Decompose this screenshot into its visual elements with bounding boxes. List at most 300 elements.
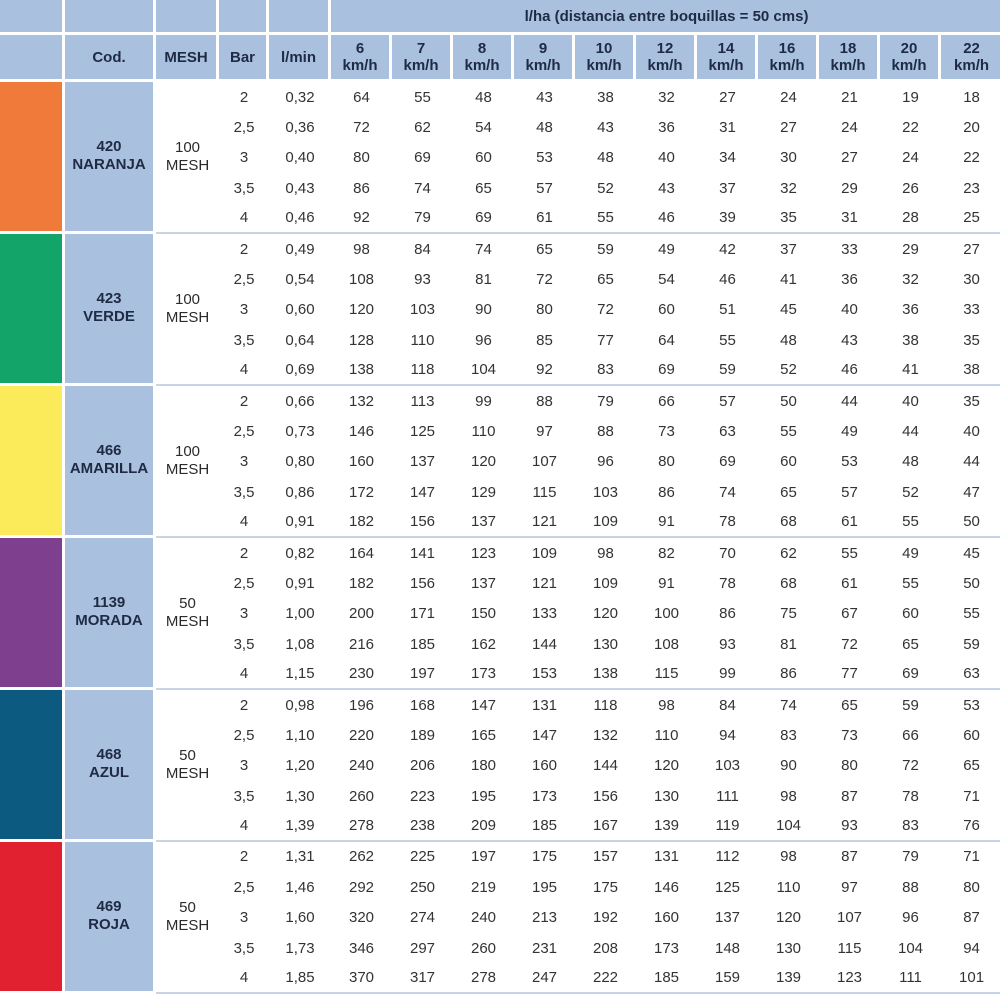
rate-lha-cell: 139 bbox=[636, 811, 697, 841]
header-speed-unit: km/h bbox=[586, 57, 622, 74]
rate-lha-cell: 55 bbox=[963, 605, 980, 623]
header-speed bbox=[758, 35, 819, 82]
rate-lha-cell: 75 bbox=[780, 605, 797, 623]
rate-lha-cell: 274 bbox=[409, 909, 436, 927]
rate-lha-cell: 80 bbox=[353, 149, 370, 167]
rate-lha-cell: 40 bbox=[658, 149, 675, 167]
flow-lmin-cell: 0,36 bbox=[285, 119, 315, 137]
rate-lha-cell: 132 bbox=[592, 726, 619, 744]
rate-lha-cell: 103 bbox=[714, 757, 741, 775]
rate-lha-cell: 185 bbox=[409, 635, 436, 653]
rate-lha-cell: 109 bbox=[592, 574, 619, 592]
rate-lha-cell: 120 bbox=[470, 453, 497, 471]
mesh-label: MESH bbox=[165, 916, 210, 934]
rate-lha-cell: 225 bbox=[409, 848, 436, 866]
bar-cell: 2 bbox=[239, 696, 249, 714]
rate-lha-cell: 83 bbox=[575, 356, 636, 386]
table-body bbox=[0, 82, 1000, 994]
rate-lha-cell: 97 bbox=[841, 878, 858, 896]
flow-lmin-cell: 0,66 bbox=[285, 392, 315, 410]
header-speed-value: 18 bbox=[839, 40, 857, 57]
rate-lha-cell: 92 bbox=[514, 356, 575, 386]
rate-lha-cell: 37 bbox=[780, 240, 797, 258]
header-speed-unit: km/h bbox=[464, 57, 500, 74]
flow-lmin-cell: 1,15 bbox=[269, 659, 331, 689]
mesh-number: 100 bbox=[174, 290, 201, 308]
rate-lha-cell: 71 bbox=[963, 848, 980, 866]
rate-lha-cell: 27 bbox=[780, 119, 797, 137]
rate-lha-cell: 121 bbox=[514, 507, 575, 537]
rate-lha-cell: 213 bbox=[531, 909, 558, 927]
flow-lmin-cell: 1,20 bbox=[285, 757, 315, 775]
rate-lha-cell: 98 bbox=[780, 848, 797, 866]
rate-lha-cell: 144 bbox=[531, 635, 558, 653]
rate-lha-cell: 45 bbox=[963, 544, 980, 562]
rate-lha-cell: 79 bbox=[902, 848, 919, 866]
rate-lha-cell: 240 bbox=[348, 757, 375, 775]
rate-lha-cell: 67 bbox=[841, 605, 858, 623]
rate-lha-cell: 137 bbox=[453, 507, 514, 537]
rate-lha-cell: 175 bbox=[592, 878, 619, 896]
rate-lha-cell: 182 bbox=[348, 574, 375, 592]
rate-lha-cell: 115 bbox=[636, 659, 697, 689]
rate-lha-cell: 185 bbox=[514, 811, 575, 841]
rate-lha-cell: 164 bbox=[348, 544, 375, 562]
rate-lha-cell: 119 bbox=[697, 811, 758, 841]
mesh-number: 50 bbox=[179, 594, 196, 612]
rate-lha-cell: 195 bbox=[531, 878, 558, 896]
nozzle-code: 469 bbox=[96, 898, 122, 916]
rate-lha-cell: 57 bbox=[841, 483, 858, 501]
rate-lha-cell: 157 bbox=[592, 848, 619, 866]
rate-lha-cell: 83 bbox=[780, 726, 797, 744]
rate-lha-cell: 65 bbox=[475, 179, 492, 197]
mesh-cell bbox=[156, 234, 219, 386]
rate-lha-cell: 81 bbox=[780, 635, 797, 653]
header-speed-unit: km/h bbox=[891, 57, 927, 74]
rate-lha-cell: 69 bbox=[880, 659, 941, 689]
rate-lha-cell: 21 bbox=[841, 88, 858, 106]
rate-lha-cell: 70 bbox=[719, 544, 736, 562]
rate-lha-cell: 50 bbox=[963, 574, 980, 592]
rate-lha-cell: 22 bbox=[963, 149, 980, 167]
rate-lha-cell: 260 bbox=[348, 787, 375, 805]
flow-lmin-cell: 1,10 bbox=[285, 726, 315, 744]
bar-cell: 2,5 bbox=[233, 119, 255, 137]
rate-lha-cell: 74 bbox=[719, 483, 736, 501]
rate-lha-cell: 64 bbox=[353, 88, 370, 106]
bar-cell: 3,5 bbox=[233, 483, 255, 501]
rate-lha-cell: 78 bbox=[719, 574, 736, 592]
rate-lha-cell: 118 bbox=[593, 696, 618, 714]
rate-lha-cell: 156 bbox=[392, 507, 453, 537]
rate-lha-cell: 44 bbox=[963, 453, 980, 471]
rate-lha-cell: 370 bbox=[331, 963, 392, 993]
header-speed bbox=[392, 35, 453, 82]
bar-cell: 2,5 bbox=[233, 574, 255, 592]
header-speed-value: 22 bbox=[963, 40, 980, 57]
rate-lha-cell: 78 bbox=[697, 507, 758, 537]
rate-lha-cell: 50 bbox=[941, 507, 1000, 537]
rate-lha-cell: 43 bbox=[658, 179, 675, 197]
rate-lha-cell: 65 bbox=[536, 240, 553, 258]
mesh-cell bbox=[156, 386, 219, 538]
rate-lha-cell: 137 bbox=[409, 453, 436, 471]
rate-lha-cell: 52 bbox=[902, 483, 919, 501]
bar-cell: 4 bbox=[219, 356, 269, 386]
rate-lha-cell: 208 bbox=[592, 939, 619, 957]
rate-lha-cell: 27 bbox=[963, 240, 980, 258]
flow-lmin-cell: 0,86 bbox=[285, 483, 315, 501]
rate-lha-cell: 120 bbox=[775, 909, 802, 927]
rate-lha-cell: 35 bbox=[758, 204, 819, 234]
flow-lmin-cell: 1,85 bbox=[269, 963, 331, 993]
rate-lha-cell: 65 bbox=[780, 483, 797, 501]
rate-lha-cell: 90 bbox=[475, 301, 492, 319]
rate-lha-cell: 80 bbox=[841, 757, 858, 775]
rate-lha-cell: 48 bbox=[780, 331, 797, 349]
rate-lha-cell: 146 bbox=[653, 878, 680, 896]
rate-lha-cell: 80 bbox=[963, 878, 980, 896]
rate-lha-cell: 79 bbox=[392, 204, 453, 234]
rate-lha-cell: 109 bbox=[531, 544, 558, 562]
rate-lha-cell: 72 bbox=[353, 119, 370, 137]
rate-lha-cell: 147 bbox=[531, 726, 558, 744]
bar-cell: 4 bbox=[219, 963, 269, 993]
rate-lha-cell: 118 bbox=[392, 356, 453, 386]
rate-lha-cell: 57 bbox=[719, 392, 736, 410]
rate-lha-cell: 53 bbox=[963, 696, 980, 714]
rate-lha-cell: 36 bbox=[902, 301, 919, 319]
flow-lmin-cell: 1,73 bbox=[285, 939, 315, 957]
rate-lha-cell: 103 bbox=[592, 483, 619, 501]
rate-lha-cell: 27 bbox=[719, 88, 736, 106]
rate-lha-cell: 91 bbox=[658, 574, 675, 592]
rate-lha-cell: 46 bbox=[819, 356, 880, 386]
rate-lha-cell: 62 bbox=[414, 119, 431, 137]
bar-cell: 2 bbox=[239, 848, 249, 866]
rate-lha-cell: 62 bbox=[780, 544, 797, 562]
rate-lha-cell: 44 bbox=[902, 422, 919, 440]
rate-lha-cell: 35 bbox=[963, 392, 980, 410]
rate-lha-cell: 71 bbox=[963, 787, 980, 805]
flow-lmin-cell: 0,32 bbox=[285, 88, 315, 106]
header-speed-value: 9 bbox=[538, 40, 548, 57]
flow-lmin-cell: 0,54 bbox=[285, 271, 315, 289]
rate-lha-cell: 65 bbox=[841, 696, 858, 714]
rate-lha-cell: 230 bbox=[331, 659, 392, 689]
bar-cell: 2,5 bbox=[233, 726, 255, 744]
rate-lha-cell: 33 bbox=[963, 301, 980, 319]
rate-lha-cell: 36 bbox=[841, 271, 858, 289]
rate-lha-cell: 49 bbox=[902, 544, 919, 562]
header-lmin: l/min bbox=[269, 35, 331, 82]
rate-lha-cell: 32 bbox=[658, 88, 675, 106]
rate-lha-cell: 72 bbox=[597, 301, 614, 319]
nozzle-code-cell bbox=[65, 842, 156, 994]
nozzle-code-cell bbox=[65, 386, 156, 538]
mesh-label: MESH bbox=[165, 308, 210, 326]
rate-lha-cell: 64 bbox=[658, 331, 675, 349]
rate-lha-cell: 36 bbox=[658, 119, 675, 137]
bar-cell: 2,5 bbox=[233, 422, 255, 440]
rate-lha-cell: 54 bbox=[475, 119, 492, 137]
rate-lha-cell: 88 bbox=[597, 422, 614, 440]
rate-lha-cell: 59 bbox=[697, 356, 758, 386]
rate-lha-cell: 54 bbox=[658, 271, 675, 289]
rate-lha-cell: 72 bbox=[841, 635, 858, 653]
rate-lha-cell: 86 bbox=[719, 605, 736, 623]
mesh-cell bbox=[156, 82, 219, 234]
mesh-label: MESH bbox=[165, 764, 210, 782]
rate-lha-cell: 61 bbox=[819, 507, 880, 537]
header-speed bbox=[636, 35, 697, 82]
rate-lha-cell: 63 bbox=[941, 659, 1000, 689]
bar-cell: 3 bbox=[239, 757, 249, 775]
bar-cell: 3,5 bbox=[233, 939, 255, 957]
rate-lha-cell: 200 bbox=[348, 605, 375, 623]
rate-lha-cell: 60 bbox=[475, 149, 492, 167]
rate-lha-cell: 90 bbox=[780, 757, 797, 775]
rate-lha-cell: 165 bbox=[470, 726, 497, 744]
rate-lha-cell: 110 bbox=[654, 726, 679, 744]
bar-cell: 2,5 bbox=[233, 878, 255, 896]
rate-lha-cell: 74 bbox=[780, 696, 797, 714]
rate-lha-cell: 185 bbox=[636, 963, 697, 993]
rate-lha-cell: 160 bbox=[653, 909, 680, 927]
rate-lha-cell: 31 bbox=[719, 119, 736, 137]
mesh-number: 100 bbox=[174, 138, 201, 156]
rate-lha-cell: 231 bbox=[531, 939, 558, 957]
rate-lha-cell: 189 bbox=[409, 726, 436, 744]
rate-lha-cell: 35 bbox=[963, 331, 980, 349]
rate-lha-cell: 37 bbox=[719, 179, 736, 197]
rate-lha-cell: 73 bbox=[841, 726, 858, 744]
rate-lha-cell: 74 bbox=[414, 179, 431, 197]
rate-lha-cell: 100 bbox=[653, 605, 680, 623]
rate-lha-cell: 141 bbox=[409, 544, 436, 562]
rate-lha-cell: 69 bbox=[636, 356, 697, 386]
rate-lha-cell: 74 bbox=[475, 240, 492, 258]
rate-lha-cell: 125 bbox=[409, 422, 436, 440]
rate-lha-cell: 104 bbox=[453, 356, 514, 386]
rate-lha-cell: 87 bbox=[841, 787, 858, 805]
header-speed-unit: km/h bbox=[342, 57, 378, 74]
rate-lha-cell: 216 bbox=[348, 635, 375, 653]
color-swatch bbox=[0, 82, 65, 234]
rate-lha-cell: 96 bbox=[902, 909, 919, 927]
rate-lha-cell: 99 bbox=[697, 659, 758, 689]
rate-lha-cell: 86 bbox=[758, 659, 819, 689]
rate-lha-cell: 278 bbox=[453, 963, 514, 993]
rate-lha-cell: 98 bbox=[353, 240, 370, 258]
rate-lha-cell: 30 bbox=[963, 271, 980, 289]
nozzle-code-cell bbox=[65, 690, 156, 842]
header-blank-swatch bbox=[0, 0, 65, 35]
rate-lha-cell: 34 bbox=[719, 149, 736, 167]
rate-lha-cell: 168 bbox=[409, 696, 436, 714]
rate-lha-cell: 292 bbox=[348, 878, 375, 896]
rate-lha-cell: 173 bbox=[653, 939, 680, 957]
rate-lha-cell: 109 bbox=[575, 507, 636, 537]
rate-lha-cell: 111 bbox=[716, 787, 739, 805]
color-swatch bbox=[0, 690, 65, 842]
rate-lha-cell: 55 bbox=[414, 88, 431, 106]
rate-lha-cell: 88 bbox=[536, 392, 553, 410]
rate-lha-cell: 130 bbox=[653, 787, 680, 805]
rate-lha-cell: 156 bbox=[409, 574, 436, 592]
flow-lmin-cell: 0,43 bbox=[285, 179, 315, 197]
rate-lha-cell: 120 bbox=[592, 605, 619, 623]
rate-lha-cell: 40 bbox=[902, 392, 919, 410]
rate-lha-cell: 182 bbox=[331, 507, 392, 537]
flow-lmin-cell: 0,69 bbox=[269, 356, 331, 386]
rate-lha-cell: 160 bbox=[348, 453, 375, 471]
rate-lha-cell: 55 bbox=[841, 544, 858, 562]
flow-lmin-cell: 0,64 bbox=[285, 331, 315, 349]
header-speed-unit: km/h bbox=[525, 57, 561, 74]
rate-lha-cell: 131 bbox=[653, 848, 680, 866]
rate-lha-cell: 120 bbox=[348, 301, 375, 319]
bar-cell: 3 bbox=[239, 909, 249, 927]
header-row-top bbox=[0, 0, 1000, 35]
rate-lha-cell: 42 bbox=[719, 240, 736, 258]
rate-lha-cell: 50 bbox=[780, 392, 797, 410]
rate-lha-cell: 240 bbox=[470, 909, 497, 927]
rate-lha-cell: 41 bbox=[880, 356, 941, 386]
rate-lha-cell: 87 bbox=[841, 848, 858, 866]
rate-lha-cell: 156 bbox=[592, 787, 619, 805]
bar-cell: 3 bbox=[239, 453, 249, 471]
rate-lha-cell: 69 bbox=[453, 204, 514, 234]
flow-lmin-cell: 1,08 bbox=[285, 635, 315, 653]
rate-lha-cell: 147 bbox=[409, 483, 436, 501]
header-blank-bar bbox=[219, 0, 269, 35]
table-row bbox=[0, 82, 1000, 112]
rate-lha-cell: 99 bbox=[475, 392, 492, 410]
rate-lha-cell: 123 bbox=[819, 963, 880, 993]
rate-lha-cell: 76 bbox=[941, 811, 1000, 841]
bar-cell: 3,5 bbox=[233, 179, 255, 197]
header-blank-cod bbox=[65, 0, 156, 35]
nozzle-code: 420 bbox=[96, 138, 122, 156]
rate-lha-cell: 278 bbox=[331, 811, 392, 841]
rate-lha-cell: 108 bbox=[653, 635, 680, 653]
rate-lha-cell: 110 bbox=[776, 878, 801, 896]
rate-lha-cell: 180 bbox=[470, 757, 497, 775]
rate-lha-cell: 120 bbox=[653, 757, 680, 775]
bar-cell: 4 bbox=[219, 204, 269, 234]
rate-lha-cell: 73 bbox=[658, 422, 675, 440]
table-row bbox=[0, 690, 1000, 720]
rate-lha-cell: 48 bbox=[536, 119, 553, 137]
rate-lha-cell: 77 bbox=[819, 659, 880, 689]
rate-lha-cell: 63 bbox=[719, 422, 736, 440]
mesh-number: 50 bbox=[179, 898, 196, 916]
rate-lha-cell: 43 bbox=[597, 119, 614, 137]
rate-lha-cell: 19 bbox=[902, 88, 919, 106]
flow-lmin-cell: 0,73 bbox=[285, 422, 315, 440]
bar-cell: 2 bbox=[239, 240, 249, 258]
rate-lha-cell: 38 bbox=[597, 88, 614, 106]
rate-lha-cell: 60 bbox=[780, 453, 797, 471]
header-speed bbox=[331, 35, 392, 82]
mesh-number: 50 bbox=[179, 746, 196, 764]
header-speed-value: 8 bbox=[477, 40, 487, 57]
bar-cell: 4 bbox=[219, 659, 269, 689]
rate-lha-cell: 96 bbox=[475, 331, 492, 349]
nozzle-color-name: VERDE bbox=[83, 308, 135, 326]
rate-lha-cell: 317 bbox=[392, 963, 453, 993]
rate-lha-cell: 98 bbox=[780, 787, 797, 805]
rate-lha-cell: 53 bbox=[536, 149, 553, 167]
rate-lha-cell: 45 bbox=[780, 301, 797, 319]
rate-lha-cell: 129 bbox=[470, 483, 497, 501]
rate-lha-cell: 209 bbox=[453, 811, 514, 841]
rate-lha-cell: 26 bbox=[902, 179, 919, 197]
rate-lha-cell: 206 bbox=[409, 757, 436, 775]
flow-lmin-cell: 0,49 bbox=[285, 240, 315, 258]
rate-lha-cell: 48 bbox=[597, 149, 614, 167]
rate-lha-cell: 40 bbox=[963, 422, 980, 440]
flow-lmin-cell: 1,39 bbox=[269, 811, 331, 841]
rate-lha-cell: 113 bbox=[410, 392, 435, 410]
header-bar: Bar bbox=[219, 35, 269, 82]
nozzle-color-name: ROJA bbox=[88, 916, 130, 934]
nozzle-code-cell bbox=[65, 538, 156, 690]
header-speed bbox=[941, 35, 1000, 82]
rate-lha-cell: 128 bbox=[348, 331, 375, 349]
table-row bbox=[0, 842, 1000, 872]
header-blank-mesh bbox=[156, 0, 219, 35]
header-swatch bbox=[0, 35, 65, 82]
rate-lha-cell: 104 bbox=[897, 939, 924, 957]
header-speed-value: 10 bbox=[595, 40, 613, 57]
flow-lmin-cell: 0,82 bbox=[285, 544, 315, 562]
rate-lha-cell: 133 bbox=[531, 605, 558, 623]
header-speed-value: 6 bbox=[355, 40, 365, 57]
rate-lha-cell: 219 bbox=[470, 878, 497, 896]
rate-lha-cell: 80 bbox=[658, 453, 675, 471]
rate-lha-cell: 41 bbox=[780, 271, 797, 289]
rate-lha-cell: 84 bbox=[414, 240, 431, 258]
rate-lha-cell: 144 bbox=[592, 757, 619, 775]
rate-lha-cell: 55 bbox=[719, 331, 736, 349]
rate-lha-cell: 83 bbox=[880, 811, 941, 841]
bar-cell: 3,5 bbox=[233, 635, 255, 653]
rate-lha-cell: 197 bbox=[470, 848, 497, 866]
rate-lha-cell: 121 bbox=[531, 574, 558, 592]
bar-cell: 3 bbox=[239, 605, 249, 623]
rate-lha-cell: 20 bbox=[963, 119, 980, 137]
header-speed-unit: km/h bbox=[830, 57, 866, 74]
bar-cell: 2 bbox=[239, 392, 249, 410]
rate-lha-cell: 57 bbox=[536, 179, 553, 197]
flow-lmin-cell: 1,30 bbox=[285, 787, 315, 805]
header-speed-value: 20 bbox=[900, 40, 918, 57]
nozzle-code-cell bbox=[65, 82, 156, 234]
rate-lha-cell: 55 bbox=[880, 507, 941, 537]
rate-lha-cell: 137 bbox=[470, 574, 497, 592]
rate-lha-cell: 31 bbox=[819, 204, 880, 234]
header-speed-unit: km/h bbox=[647, 57, 683, 74]
mesh-number: 100 bbox=[174, 442, 201, 460]
rate-lha-cell: 22 bbox=[902, 119, 919, 137]
rate-lha-cell: 87 bbox=[963, 909, 980, 927]
rate-lha-cell: 69 bbox=[719, 453, 736, 471]
rate-lha-cell: 86 bbox=[658, 483, 675, 501]
rate-lha-cell: 82 bbox=[658, 544, 675, 562]
